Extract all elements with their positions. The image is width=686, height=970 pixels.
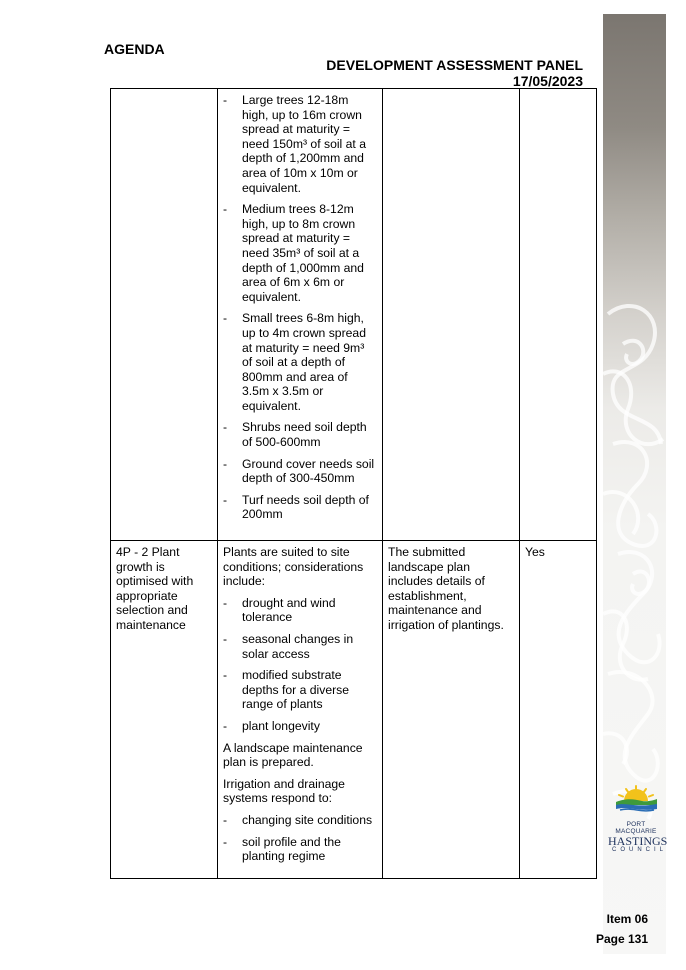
criteria-intro: Plants are suited to site conditions; considerations include: bbox=[223, 545, 364, 589]
list-item: - Turf needs soil depth of 200mm bbox=[223, 493, 377, 522]
criteria-cell bbox=[218, 541, 383, 879]
council-logo bbox=[608, 784, 668, 853]
objective-cell bbox=[111, 89, 218, 541]
soil-requirements-list bbox=[223, 93, 377, 522]
list-item: - drought and wind tolerance bbox=[223, 596, 377, 625]
meeting-date: 17/05/2023 bbox=[512, 73, 583, 89]
agenda-heading: AGENDA bbox=[104, 41, 165, 57]
compliance-text: Yes bbox=[525, 545, 545, 559]
maintenance-text: A landscape maintenance plan is prepared. bbox=[223, 740, 363, 770]
logo-line-1: PORT MACQUARIE bbox=[615, 821, 657, 835]
compliance-cell bbox=[520, 89, 597, 541]
table-row bbox=[111, 89, 597, 541]
assessment-table bbox=[110, 88, 597, 879]
list-item: - Large trees 12-18m high, up to 16m crown spread at maturity = need 150m³ of soil at a depth of 1,200mm and area of 10m x 10m or equivalent. bbox=[223, 93, 377, 195]
table-row bbox=[111, 541, 597, 879]
list-item: - Small trees 6-8m high, up to 4m crown spread at maturity = need 9m³ of soil at a depth of 800mm and area of 3.5m x 3.5m or equivalent. bbox=[223, 311, 377, 413]
list-item: - Shrubs need soil depth of 500-600mm bbox=[223, 420, 377, 449]
logo-line-3: COUNCIL bbox=[612, 847, 668, 853]
comment-text: The submitted landscape plan includes details of establishment, maintenance and irrigation of plantings. bbox=[388, 545, 504, 632]
panel-heading: DEVELOPMENT ASSESSMENT PANEL bbox=[326, 57, 583, 73]
criteria-cell bbox=[218, 89, 383, 541]
list-item: - soil profile and the planting regime bbox=[223, 835, 377, 864]
page-number: Page 131 bbox=[595, 932, 648, 946]
list-item: - changing site conditions bbox=[223, 813, 377, 828]
objective-cell bbox=[111, 541, 218, 879]
irrigation-intro: Irrigation and drainage systems respond to: bbox=[223, 776, 345, 806]
comment-cell bbox=[383, 541, 520, 879]
logo-line-2: HASTINGS bbox=[608, 834, 668, 848]
list-item: - modified substrate depths for a diverse range of plants bbox=[223, 668, 377, 712]
irrigation-list bbox=[223, 813, 377, 864]
council-logo-icon bbox=[614, 784, 658, 814]
compliance-cell bbox=[520, 541, 597, 879]
list-item: - Ground cover needs soil depth of 300-450mm bbox=[223, 457, 377, 486]
list-item: - Medium trees 8-12m high, up to 8m crown spread at maturity = need 35m³ of soil at a depth of 1,000mm and area of 6m x 6m or equivalent. bbox=[223, 202, 377, 304]
item-number: Item 06 bbox=[606, 912, 648, 926]
comment-cell bbox=[383, 89, 520, 541]
objective-text: 4P - 2 Plant growth is optimised with appropriate selection and maintenance bbox=[116, 545, 194, 632]
list-item: - plant longevity bbox=[223, 719, 377, 734]
list-item: - seasonal changes in solar access bbox=[223, 632, 377, 661]
considerations-list bbox=[223, 596, 377, 734]
